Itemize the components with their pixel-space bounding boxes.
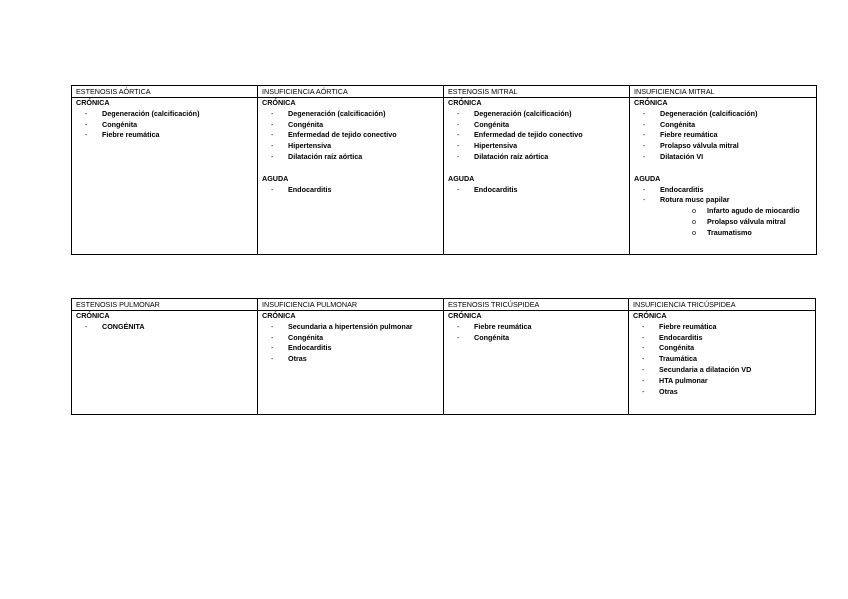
list-item xyxy=(76,109,253,120)
list-item xyxy=(262,343,439,354)
list-item-text: Dilatación VI xyxy=(660,151,704,161)
list-item-text: Otras xyxy=(288,354,307,364)
list-item-text: Dilatación raíz aórtica xyxy=(474,151,549,161)
list-item xyxy=(633,322,811,333)
list-item xyxy=(634,152,812,163)
section-spacer xyxy=(262,163,439,174)
cause-list xyxy=(262,322,439,365)
list-item-text: HTA pulmonar xyxy=(659,375,708,385)
section-title: CRÓNICA xyxy=(448,98,482,107)
column-header: INSUFICIENCIA MITRAL xyxy=(630,86,817,98)
list-item xyxy=(448,152,625,163)
list-item-text: Secundaria a hipertensión pulmonar xyxy=(288,321,413,331)
list-item-text: Fiebre reumática xyxy=(659,321,717,331)
table-body-row xyxy=(72,98,817,255)
column-header: ESTENOSIS PULMONAR xyxy=(72,299,258,311)
list-item xyxy=(262,152,439,163)
section-title: AGUDA xyxy=(262,173,289,183)
list-item xyxy=(634,120,812,131)
table-header-row xyxy=(72,299,816,311)
list-item-text: Congénita xyxy=(474,119,510,129)
table-cell xyxy=(444,311,629,415)
list-item xyxy=(448,109,625,120)
table-cell xyxy=(630,98,817,255)
list-item-text: Congénita xyxy=(288,332,324,342)
list-item-text: Fiebre reumática xyxy=(660,130,718,140)
section-title: CRÓNICA xyxy=(262,98,296,107)
list-item xyxy=(448,185,625,196)
table-cell xyxy=(72,98,258,255)
section-title: CRÓNICA xyxy=(633,311,667,320)
list-item xyxy=(262,185,439,196)
list-item-text: Traumática xyxy=(659,354,697,364)
sub-cause-list xyxy=(660,206,812,238)
cause-list xyxy=(633,322,811,398)
cause-list xyxy=(76,322,253,333)
list-item-text: Fiebre reumática xyxy=(102,130,160,140)
list-item-text: Dilatación raíz aórtica xyxy=(288,151,363,161)
list-item-text: Degeneración (calcificación) xyxy=(474,108,572,118)
cause-list xyxy=(634,109,812,163)
table-cell xyxy=(629,311,816,415)
list-item xyxy=(634,185,812,196)
list-item xyxy=(448,333,624,344)
list-item xyxy=(262,130,439,141)
table-header-row xyxy=(72,86,817,98)
list-item xyxy=(448,120,625,131)
cause-list xyxy=(262,109,439,163)
left-heart-valvulopathy-table xyxy=(71,85,817,255)
list-item-text: Endocarditis xyxy=(288,343,332,353)
list-item-text: Endocarditis xyxy=(659,332,703,342)
list-item xyxy=(633,333,811,344)
table-cell xyxy=(258,311,444,415)
right-heart-valvulopathy-table xyxy=(71,298,816,415)
section-title: CRÓNICA xyxy=(76,311,110,320)
list-item xyxy=(634,109,812,120)
cause-list xyxy=(448,109,625,163)
section-title: CRÓNICA xyxy=(448,311,482,320)
section-title: CRÓNICA xyxy=(634,98,668,107)
list-item xyxy=(633,365,811,376)
list-item xyxy=(448,322,624,333)
sub-list-item: o Prolapso válvula mitral xyxy=(660,217,812,228)
list-item xyxy=(262,333,439,344)
table-cell xyxy=(258,98,444,255)
list-item xyxy=(634,130,812,141)
list-item-text: Secundaria a dilatación VD xyxy=(659,364,752,374)
cause-list xyxy=(634,185,812,239)
cause-list xyxy=(448,185,625,196)
list-item xyxy=(262,322,439,333)
list-item-text: Congénita xyxy=(102,119,138,129)
list-item xyxy=(633,387,811,398)
list-item-text: Rotura musc papilar xyxy=(660,195,730,205)
section-spacer xyxy=(634,163,812,174)
list-item xyxy=(633,376,811,387)
list-item-text: Congénita xyxy=(474,332,510,342)
list-item-text: Congénita xyxy=(659,343,695,353)
list-item-text: Endocarditis xyxy=(660,184,704,194)
sub-list-item: o Traumatismo xyxy=(660,228,812,239)
cause-list xyxy=(76,109,253,141)
list-item-text: Otras xyxy=(659,386,678,396)
section-title: CRÓNICA xyxy=(262,311,296,320)
list-item xyxy=(262,141,439,152)
list-item-text: Degeneración (calcificación) xyxy=(288,108,386,118)
table-cell xyxy=(444,98,630,255)
cause-list xyxy=(262,185,439,196)
list-item xyxy=(633,343,811,354)
list-item xyxy=(76,130,253,141)
list-item-text: Prolapso válvula mitral xyxy=(660,141,739,151)
list-item-text: Congénita xyxy=(660,119,696,129)
list-item-text: Fiebre reumática xyxy=(474,321,532,331)
column-header: INSUFICIENCIA AÓRTICA xyxy=(258,86,444,98)
list-item xyxy=(634,141,812,152)
section-title: AGUDA xyxy=(634,173,661,183)
list-item-text: Enfermedad de tejido conectivo xyxy=(288,130,397,140)
section-title: CRÓNICA xyxy=(76,98,110,107)
list-item xyxy=(634,195,812,238)
cause-list xyxy=(448,322,624,344)
list-item xyxy=(262,109,439,120)
section-title: AGUDA xyxy=(448,173,475,183)
list-item xyxy=(448,130,625,141)
column-header: INSUFICIENCIA PULMONAR xyxy=(258,299,444,311)
list-item xyxy=(262,354,439,365)
list-item-text: Degeneración (calcificación) xyxy=(660,108,758,118)
list-item-text: Hipertensiva xyxy=(288,141,332,151)
column-header: ESTENOSIS MITRAL xyxy=(444,86,630,98)
column-header: ESTENOSIS TRICÚSPIDEA xyxy=(444,299,629,311)
sub-list-item: o Infarto agudo de miocardio xyxy=(660,206,812,217)
list-item-text: Congénita xyxy=(288,119,324,129)
list-item xyxy=(448,141,625,152)
list-item-text: Hipertensiva xyxy=(474,141,518,151)
column-header: ESTENOSIS AÓRTICA xyxy=(72,86,258,98)
list-item xyxy=(262,120,439,131)
list-item xyxy=(76,322,253,333)
list-item-text: Enfermedad de tejido conectivo xyxy=(474,130,583,140)
table-cell xyxy=(72,311,258,415)
section-spacer xyxy=(448,163,625,174)
list-item-text: CONGÉNITA xyxy=(102,321,145,331)
list-item xyxy=(633,354,811,365)
list-item-text: Endocarditis xyxy=(474,184,518,194)
column-header: INSUFICIENCIA TRICÚSPIDEA xyxy=(629,299,816,311)
list-item-text: Degeneración (calcificación) xyxy=(102,108,200,118)
list-item-text: Endocarditis xyxy=(288,184,332,194)
list-item xyxy=(76,120,253,131)
table-body-row xyxy=(72,311,816,415)
